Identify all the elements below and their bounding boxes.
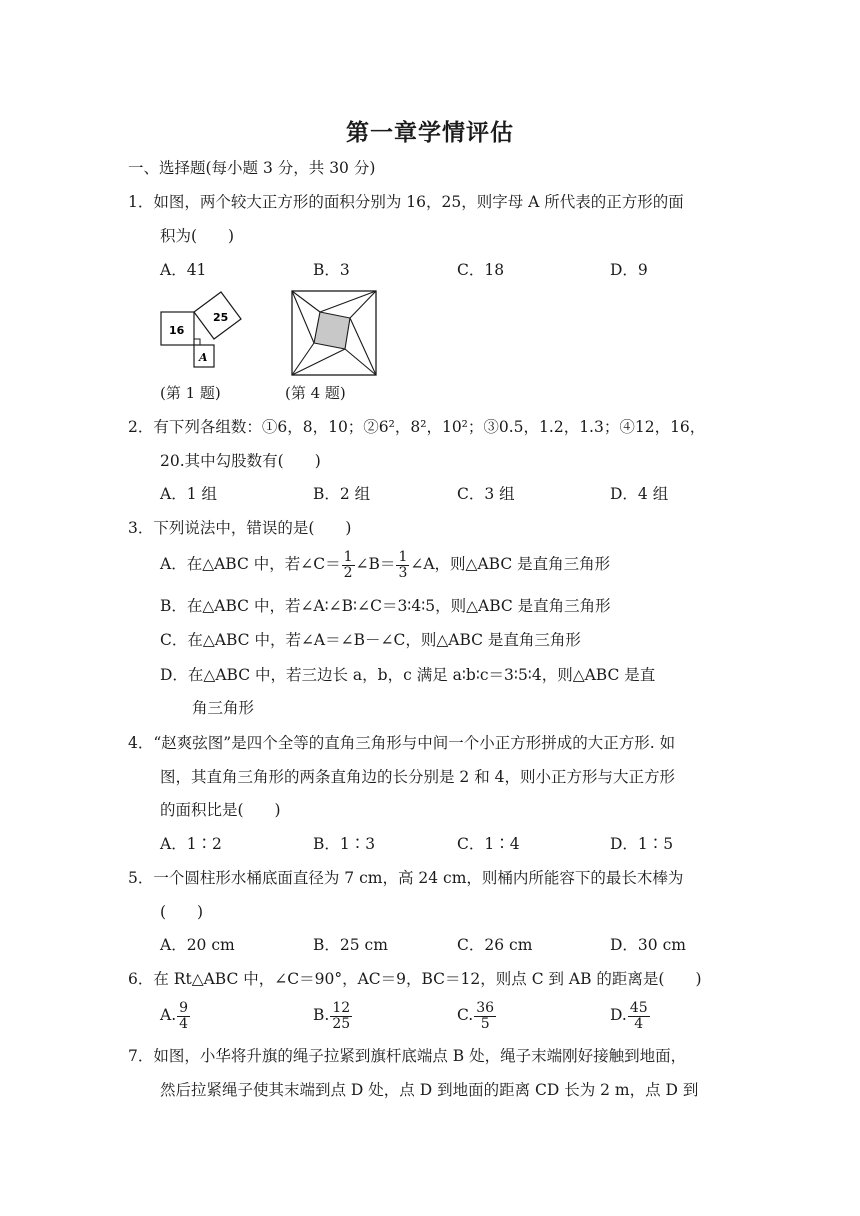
- figure-1-label-16: 16: [169, 324, 185, 337]
- question-3-option-a-mid: ∠B＝: [355, 555, 396, 573]
- fraction-one-third: [396, 550, 409, 581]
- fraction-numerator: 36: [476, 999, 495, 1016]
- question-6-option-b: [313, 1000, 353, 1032]
- question-1-option-d: D．9: [610, 261, 648, 279]
- question-2-option-c: C．3 组: [457, 485, 515, 503]
- fraction-numerator: 1: [398, 548, 408, 565]
- question-1-line-1: 1．如图，两个较大正方形的面积分别为 16，25，则字母 A 所代表的正方形的面: [128, 193, 684, 211]
- question-2-line-1: 2．有下列各组数：①6，8，10；②6²，8²，10²；③0.5，1.2，1.3；④12，16，: [128, 418, 706, 436]
- fraction: [628, 1001, 650, 1032]
- question-2-option-b: B．2 组: [313, 485, 371, 503]
- question-5-line-2: ( ): [160, 903, 204, 921]
- question-3-option-d-line-1: D．在△ABC 中，若三边长 a，b，c 满足 a∶b∶c＝3∶5∶4，则△ABC 是直: [160, 666, 656, 684]
- question-6-line-1: 6．在 Rt△ABC 中，∠C＝90°，AC＝9，BC＝12，则点 C 到 AB 的距离是( ): [128, 970, 702, 988]
- question-6-option-a: [160, 1000, 191, 1032]
- fraction-denominator: 3: [398, 564, 408, 581]
- fraction: [474, 1001, 496, 1032]
- question-4-option-c: C．1∶4: [457, 835, 520, 853]
- figure-1-caption: (第 1 题): [160, 384, 221, 402]
- fraction-numerator: 1: [343, 548, 353, 565]
- fraction-denominator: 4: [634, 1015, 644, 1032]
- question-4-option-a: A．1∶2: [160, 835, 222, 853]
- question-3-option-c: C．在△ABC 中，若∠A＝∠B－∠C，则△ABC 是直角三角形: [160, 631, 581, 649]
- question-1-option-a: A．41: [160, 261, 207, 279]
- question-3-option-a-pre: A．在△ABC 中，若∠C＝: [160, 555, 341, 573]
- question-5-option-a: A．20 cm: [160, 936, 235, 954]
- question-3-option-a-post: ∠A，则△ABC 是直角三角形: [410, 555, 611, 573]
- fraction-one-half: [342, 550, 355, 581]
- fraction-numerator: 45: [629, 999, 648, 1016]
- fraction-denominator: 5: [480, 1015, 490, 1032]
- fraction-denominator: 25: [332, 1015, 351, 1032]
- option-letter: B.: [313, 1006, 330, 1024]
- question-5-option-c: C．26 cm: [457, 936, 533, 954]
- figure-4-zhao-shuang-diagram: [290, 289, 380, 379]
- question-3-option-d-line-2: 角三角形: [192, 699, 255, 717]
- question-4-option-d: D．1∶5: [610, 835, 674, 853]
- question-3-option-a: [160, 549, 610, 581]
- option-letter: A.: [160, 1006, 177, 1024]
- question-7-line-1: 7．如图，小华将升旗的绳子拉紧到旗杆底端点 B 处，绳子末端刚好接触到地面，: [128, 1047, 687, 1065]
- figure-1-squares: [155, 288, 270, 373]
- figure-1-label-25: 25: [213, 311, 229, 324]
- option-letter: D.: [610, 1006, 627, 1024]
- question-2-line-2: 20.其中勾股数有( ): [160, 452, 321, 470]
- question-5-line-1: 5．一个圆柱形水桶底面直径为 7 cm，高 24 cm，则桶内所能容下的最长木棒为: [128, 869, 684, 887]
- question-1-line-2: 积为( ): [160, 227, 235, 245]
- question-4-line-1: 4．“赵爽弦图”是四个全等的直角三角形与中间一个小正方形拼成的大正方形. 如: [128, 734, 676, 752]
- fraction-numerator: 12: [332, 999, 351, 1016]
- fraction-denominator: 2: [343, 564, 353, 581]
- fraction-denominator: 4: [179, 1015, 189, 1032]
- question-4-option-b: B．1∶3: [313, 835, 376, 853]
- section-heading: 一、选择题(每小题 3 分，共 30 分): [128, 159, 376, 177]
- figure-1-label-a: A: [199, 351, 208, 364]
- question-2-option-d: D．4 组: [610, 485, 669, 503]
- question-6-option-c: [457, 1000, 497, 1032]
- fraction-numerator: 9: [179, 999, 189, 1016]
- question-5-option-b: B．25 cm: [313, 936, 388, 954]
- question-4-line-2: 图，其直角三角形的两条直角边的长分别是 2 和 4，则小正方形与大正方形: [160, 768, 676, 786]
- question-3-option-b: B．在△ABC 中，若∠A∶∠B∶∠C＝3∶4∶5，则△ABC 是直角三角形: [160, 597, 611, 615]
- question-7-line-2: 然后拉紧绳子使其末端到点 D 处，点 D 到地面的距离 CD 长为 2 m，点 D 到: [160, 1081, 699, 1099]
- question-6-option-d: [610, 1000, 651, 1032]
- question-1-option-c: C．18: [457, 261, 505, 279]
- question-2-option-a: A．1 组: [160, 485, 217, 503]
- page-title: 第一章学情评估: [346, 120, 514, 146]
- figure-4-caption: (第 4 题): [285, 384, 346, 402]
- question-1-option-b: B．3: [313, 261, 350, 279]
- fraction: [330, 1001, 352, 1032]
- option-letter: C.: [457, 1006, 474, 1024]
- question-4-line-3: 的面积比是( ): [160, 801, 281, 819]
- fraction: [177, 1001, 190, 1032]
- question-5-option-d: D．30 cm: [610, 936, 686, 954]
- question-3-line-1: 3．下列说法中，错误的是( ): [128, 519, 352, 537]
